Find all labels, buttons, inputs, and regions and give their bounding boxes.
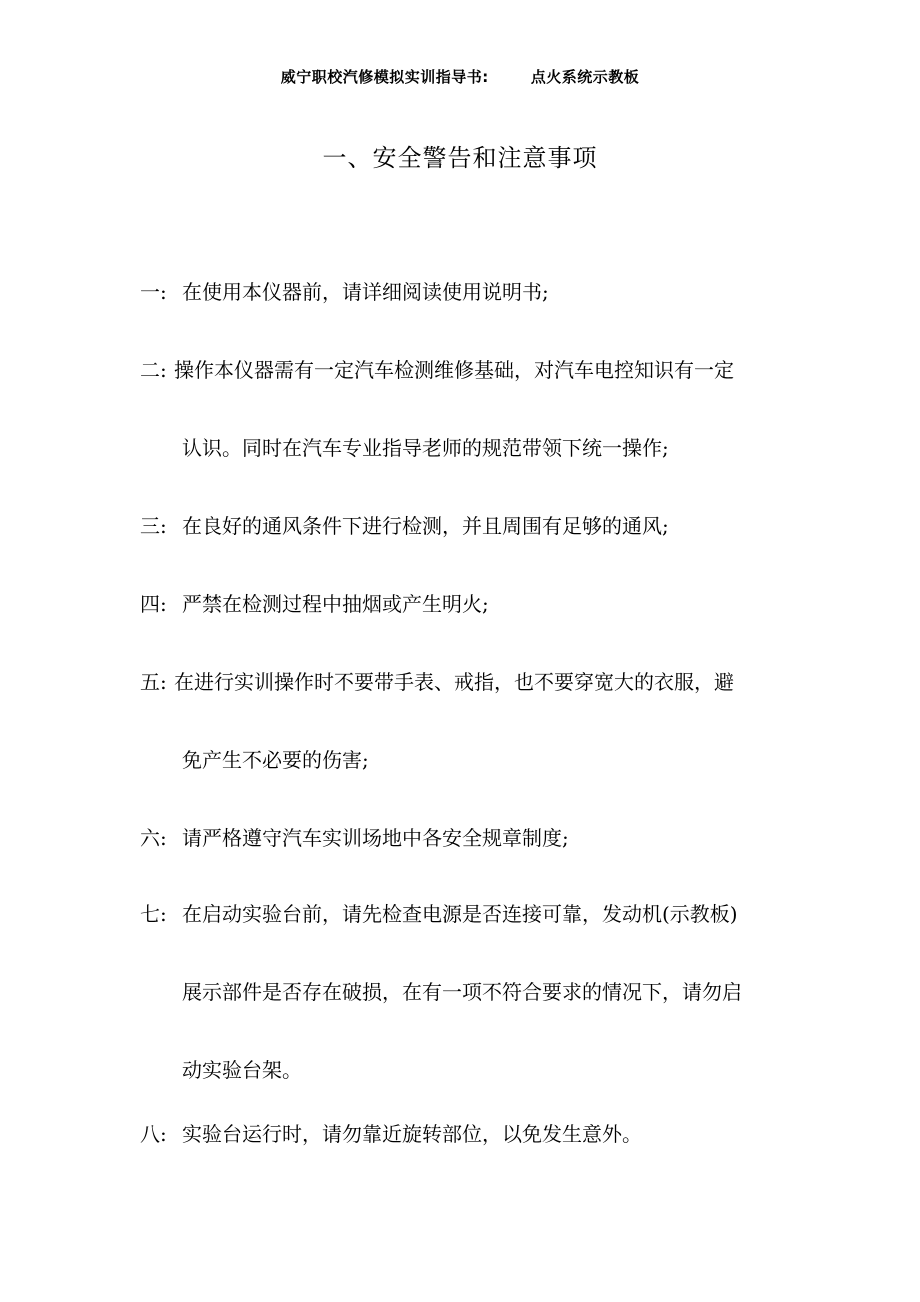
list-item-3 — [140, 510, 669, 539]
item-number: 五: — [140, 670, 167, 694]
list-item-5-continuation: 免产生不必要的伤害; — [182, 748, 369, 772]
item-text: 在使用本仪器前，请详细阅读使用说明书; — [182, 280, 549, 304]
list-item-5 — [140, 666, 734, 695]
item-number: 一: — [140, 280, 167, 304]
item-text: 请严格遵守汽车实训场地中各安全规章制度; — [182, 826, 569, 850]
list-item-8 — [140, 1118, 642, 1147]
item-text: 严禁在检测过程中抽烟或产生明火; — [182, 592, 489, 616]
item-number: 八: — [140, 1122, 167, 1146]
header-document-name: 威宁职校汽修模拟实训指导书: — [280, 68, 489, 86]
item-number: 七: — [140, 902, 167, 926]
list-item-4 — [140, 588, 489, 617]
header-subject: 点火系统示教板 — [530, 68, 640, 86]
item-number: 六: — [140, 826, 167, 850]
list-item-6 — [140, 822, 569, 851]
item-text: 在启动实验台前，请先检查电源是否连接可靠，发动机(示教板) — [182, 902, 738, 926]
list-item-1 — [140, 276, 549, 305]
list-item-7 — [140, 898, 738, 927]
item-text: 在良好的通风条件下进行检测，并且周围有足够的通风; — [182, 514, 669, 538]
item-number: 四: — [140, 592, 167, 616]
section-title: 一、安全警告和注意事项 — [322, 144, 598, 172]
list-item-2-continuation: 认识。同时在汽车专业指导老师的规范带领下统一操作; — [182, 436, 669, 460]
page-header — [0, 66, 920, 87]
item-number: 三: — [140, 514, 167, 538]
list-item-2 — [140, 354, 734, 383]
list-item-7-continuation-1: 展示部件是否存在破损，在有一项不符合要求的情况下，请勿启 — [182, 980, 742, 1004]
item-text: 操作本仪器需有一定汽车检测维修基础，对汽车电控知识有一定 — [174, 358, 734, 382]
item-text: 实验台运行时，请勿靠近旋转部位，以免发生意外。 — [182, 1122, 642, 1146]
item-number: 二: — [140, 358, 167, 382]
item-text: 在进行实训操作时不要带手表、戒指，也不要穿宽大的衣服，避 — [174, 670, 734, 694]
list-item-7-continuation-2: 动实验台架。 — [182, 1058, 302, 1082]
